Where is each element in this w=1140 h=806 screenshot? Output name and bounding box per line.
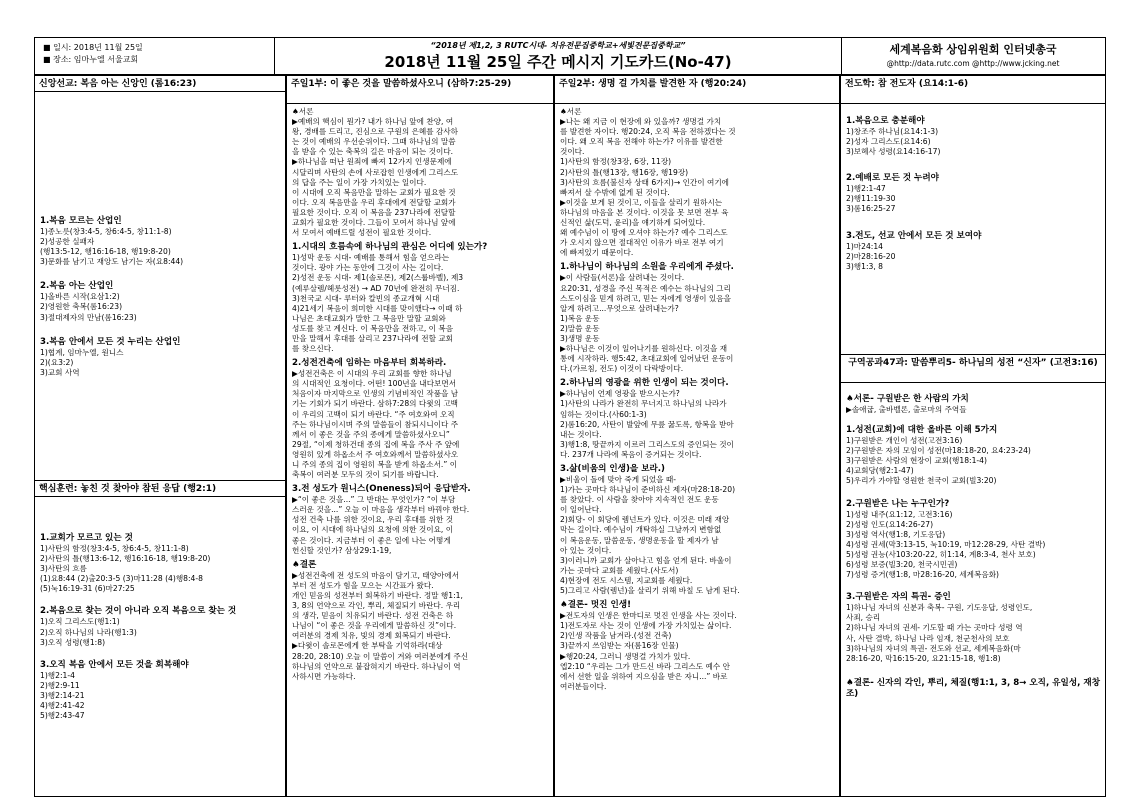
- text-line: ▶성전건축은 이 시대의 우리 교회를 향한 하나님: [292, 369, 452, 379]
- section-line: 3)문화를 남기고 재앙도 남기는 자(요8:44): [40, 257, 184, 267]
- text-line: 만을 말해서 후대를 살리고 237나라에 전할 교회: [292, 333, 454, 343]
- text-line: 처음이자 마지막으로 인생의 기념비적인 작품을 남: [292, 389, 459, 399]
- text-line: 3)천국교 시대- 루터와 칼빈의 종교개혁 시대: [292, 293, 440, 303]
- text-line: 개인 믿음의 성전부터 회복하기 바란다. 정말 행1:1,: [292, 590, 463, 600]
- text-line: 서 모여서 예배드릴 성전이 필요한 것이다.: [292, 228, 432, 238]
- text-line: 1)사탄의 함정(창3장, 6장, 11장): [560, 157, 672, 167]
- section-line: 2)구원받은 자의 모임이 성전(마18:18-20, 요4:23-24): [846, 446, 1031, 456]
- section-line: 3)성령 역사(행1:8, 기도응답): [846, 529, 946, 539]
- text-line: 이요, 이 시대에 하나님의 요청에 의한 것이요, 이: [292, 525, 454, 535]
- section-line: 1)행2:1-47: [846, 184, 886, 194]
- section-title: 1.시대의 흐름속에 하나님의 관심은 어디에 있는가?: [292, 242, 488, 253]
- section-line: 1)구원받은 개인이 성전(고전3:16): [846, 436, 963, 446]
- section-line: 2)행11:19-30: [846, 194, 896, 204]
- section-line: 6)성령 보증(빌3:20, 천국시민권): [846, 560, 958, 570]
- text-line: 5)그리고 사람(렘넌)을 살리기 위해 바칠 도 남게 된다.: [560, 586, 740, 596]
- col1-heading: 신앙선교: 복음 아는 신앙인 (롬16:23): [35, 76, 285, 92]
- text-line: 스도이심을 믿게 하려고, 믿는 자에게 영생이 있음을: [560, 293, 731, 303]
- section-line: 3)하나님의 자녀의 특권- 전도와 선교, 세계복음화(마: [846, 643, 1021, 653]
- section-line: (5)눅16:19-31 (6)마27:25: [40, 584, 135, 594]
- text-line: 가는 곳마다 교회를 세웠다.(사도서): [560, 565, 679, 575]
- text-line: 3)생명 운동: [560, 333, 600, 343]
- col4-items: [846, 425, 1100, 664]
- header-place: ■ 장소: 임마누엘 서울교회: [43, 55, 139, 64]
- section-line: 1)협계, 임마누엘, 원니스: [40, 347, 124, 357]
- section-line: 3)행2:14-21: [40, 690, 85, 700]
- header-info: [35, 38, 275, 74]
- header-date: ■ 일시: 2018년 11월 25일: [43, 43, 143, 52]
- text-line: 주는 하나님이시며 주의 말씀들이 참되시니이다 주: [292, 419, 459, 429]
- header-title-block: [275, 38, 842, 74]
- text-line: ♠서론: [292, 107, 314, 116]
- text-line: 여러분의 경제 치유, 빛의 경제 회복되기 바란다.: [292, 631, 451, 641]
- section-title: ♠결론- 멋진 인생!: [560, 600, 631, 611]
- text-line: ▶하나님이 언제 영광을 받으시는가?: [560, 389, 680, 399]
- text-line: 1)가는 곳마다 하나님이 준비하신 제자(마28:18-20): [560, 485, 736, 495]
- col4-heading: 전도학: 참 전도자 (요14:1-6): [841, 76, 1105, 104]
- text-line: ▶하나님을 떠난 원죄에 빠져 12가지 인생문제에: [292, 157, 452, 167]
- text-line: 2)말씀 운동: [560, 323, 600, 333]
- text-line: 의 시대적인 요청이다. 어떤! 100년을 내다보면서: [292, 379, 457, 389]
- section-title: 3.구원받은 자의 특권- 증인: [846, 592, 951, 603]
- text-line: ▶전도자의 인생은 한마디로 멋진 인생을 사는 것이다.: [560, 611, 737, 621]
- text-line: 요20:31, 성경을 주신 목적은 예수는 하나님의 그리: [560, 283, 731, 293]
- section-line: 2)오직 하나님의 나라(행1:3): [40, 627, 137, 637]
- text-line: 왜 예수님이 이 땅에 오셔야 하는가? 예수 그리스도: [560, 228, 728, 238]
- text-line: 막는 길이다. 예수님이 개탁하실 그날까지 변함없: [560, 525, 722, 535]
- text-line: 을 받을 수 있는 축복의 길은 마음이 되는 것이다.: [292, 147, 454, 157]
- section-line: 5)성령 권능(사103:20-22, 히1:14, 계8:3-4, 천사 보호): [846, 549, 1036, 559]
- text-line: ▶나는 왜 지금 이 현장에 와 있을까? 생명걸 가치: [560, 117, 722, 127]
- text-line: 께서 이 좋은 것을 주의 종에게 말씀하셨사오니”: [292, 429, 450, 439]
- intro-line: ▶솔애굽, 출바벨론, 출로마의 주역들: [846, 405, 967, 414]
- column-2: [286, 75, 554, 797]
- section-title: 3.삶(비움의 인생)을 보라.): [560, 464, 665, 474]
- text-line: 1)복음 운동: [560, 313, 600, 323]
- text-line: 나님은 초대교회가 말한 그 복음만 말할 교회와: [292, 313, 446, 323]
- text-line: 3)사탄의 흐름(불신자 상태 6가지)→ 인간이 여기에: [560, 177, 730, 187]
- column-3: [554, 75, 840, 797]
- section-line: 1)오직 그리스도(행1:1): [40, 617, 120, 627]
- section-title: 3.복음 안에서 모든 것 누리는 산업인: [40, 336, 181, 347]
- section-line: 7)성령 증거(행1:8, 마28:16-20, 세계복음화): [846, 570, 999, 580]
- text-line: 다.(가르침, 전도) 이것이 다락방이다.: [560, 364, 684, 374]
- text-line: 하나님의 언약으로 붙잡혀지기 바란다. 하나님이 역: [292, 661, 461, 671]
- text-line: 시달리며 사탄의 손에 사로잡힌 인생에게 그리스도: [292, 167, 459, 177]
- header-org-block: [841, 38, 1105, 74]
- column-1: [34, 75, 286, 797]
- text-line: 필요한 것이다. 오직 이 복음을 237나라에 전달할: [292, 207, 456, 217]
- section-line: 1)하나님 자녀의 신분과 축복- 구원, 기도응답, 성령인도,: [846, 603, 1033, 613]
- section-title: 2.하나님의 영광을 위한 인생이 되는 것이다.: [560, 378, 729, 389]
- section-title: 2.성전건축에 임하는 마음부터 회복하라.: [292, 358, 447, 369]
- section-line: 1)종노릇(창3:4-5, 창6:4-5, 창11:1-8): [40, 227, 172, 236]
- section-line: 3)보혜사 성령(요14:16-17): [846, 147, 941, 157]
- header-subtitle: “2018년 제1,2, 3 RUTC시대- 치유전문집중학교+세빛전문집중학교”: [430, 41, 686, 50]
- text-line: ▶행20:24, 그러니 생명걸 가치가 있다.: [560, 651, 691, 661]
- section-title: 1.복음 모르는 산업인: [40, 216, 122, 226]
- text-line: 3, 8의 언약으로 각인, 뿌리, 체질되기 바란다. 우리: [292, 601, 461, 611]
- text-line: 스러운 것을...” 오늘 이 마음을 생각부터 바꿔야 한다.: [292, 505, 470, 515]
- text-line: 2)사탄의 틀(행13장, 행16장, 행19장): [560, 167, 689, 177]
- text-line: 엡2:10 “우리는 그가 만드신 바라 그리스도 예수 안: [560, 661, 730, 671]
- text-line: 3)끝까지 쓰임받는 자(롬16장 인물): [560, 641, 679, 651]
- text-line: 이 일어난다.: [560, 505, 602, 515]
- text-line: 4)현장에 전도 시스템, 지교회를 세웠다.: [560, 575, 693, 585]
- text-line: 이다. 오직 복음만을 우리 후대에게 전달할 교회가: [292, 197, 456, 207]
- section-title: 2.복음으로 찾는 것이 아니라 오직 복음으로 찾는 것: [40, 606, 237, 617]
- text-line: 이 시대에 오직 복음만을 말하는 교회가 필요한 것: [292, 187, 456, 197]
- section-line: 3)행1:3, 8: [846, 261, 884, 271]
- col1-sections: [35, 92, 285, 381]
- text-line: 3)이러니까 교회가 살아나고 힘을 얻게 된다. 바울이: [560, 555, 732, 565]
- section-line: 1)행2:1-4: [40, 670, 75, 680]
- text-line: 하나님의 마음을 본 것이다. 이것을 못 보면 전부 육: [560, 207, 729, 217]
- text-line: 3)행1:8, 땅끝까지 이르러 그리스도의 증인되는 것이: [560, 439, 734, 449]
- section-title: 1.하나님이 하나님의 소원을 우리에게 주셨다.: [560, 262, 734, 273]
- text-line: 나님이 “이 좋은 것을 우리에게 말씀하신 것”이다.: [292, 621, 457, 631]
- prayer-card-page: [34, 37, 1106, 797]
- text-line: 왕, 경배를 드리고, 진심으로 구원의 은혜를 감사하: [292, 127, 459, 137]
- section-line: 4)행2:41-42: [40, 701, 85, 711]
- section-line: 1)마24:14: [846, 241, 884, 251]
- section-line: 3)교회 사역: [40, 367, 80, 377]
- text-line: 빠져서 살 수밖에 없게 된 것이다.: [560, 187, 670, 197]
- text-line: 것이다. 광야 가는 동안에 그것이 사는 길이다.: [292, 263, 444, 273]
- section-line: 3)사탄의 흐름: [40, 564, 87, 574]
- text-line: 성전 건축 나를 위한 것이요, 우리 후대를 위한 것: [292, 515, 454, 525]
- text-line: 28:20, 28:10) 오늘 이 말씀이 겨와 여러분에게 주신: [292, 651, 469, 661]
- section-line: 3)구원받은 사람의 현장이 교회(행18:1-4): [846, 456, 987, 466]
- section-title: 3.전도, 선교 안에서 모든 것 보여야: [846, 230, 982, 241]
- section-title: 1.성전(교회)에 대한 올바른 이해 5가지: [846, 425, 998, 436]
- text-line: 기는 기회가 되기 바란다. 삼하7:28의 다윗의 고백: [292, 399, 458, 409]
- section-line: 1)올바른 시작(요삼1:2): [40, 292, 120, 302]
- col3-heading: 주일2부: 생명 걸 가치를 발견한 자 (행20:24): [555, 76, 839, 104]
- text-line: 가 오시지 않으면 절대적인 이유가 바로 전부 여기: [560, 238, 724, 248]
- text-line: 29절, “이제 청하건대 종의 집에 복을 주사 주 앞에: [292, 439, 460, 449]
- section-title: 1.복음으로 충분해야: [846, 116, 925, 126]
- section-line: 2)성공한 실패자: [40, 237, 95, 247]
- col1-heading-2: 핵심훈련: 놓친 것 찾아야 참된 응답 (행2:1): [35, 481, 285, 497]
- text-line: 여러분들이다.: [560, 681, 607, 691]
- section-title: 2.예배로 모든 것 누려야: [846, 173, 939, 184]
- section-line: 1)성령 내주(요1:12, 고전3:16): [846, 509, 953, 519]
- header-urls: @http://data.rutc.com @http://www.jcking.net: [886, 59, 1060, 68]
- text-line: 이다. 왜 오직 복음 전해야 하는가? 이유를 발견한: [560, 137, 723, 147]
- card-header: [34, 37, 1106, 75]
- section-title: 3.오직 복음 안에서 모든 것을 회복해야: [40, 659, 189, 670]
- section-line: 4)교회당(행2:1-47): [846, 466, 914, 476]
- col3-body: [555, 104, 839, 695]
- text-line: 알게 하려고...무엇으로 살려내는가?: [560, 303, 679, 313]
- text-line: 축복이 여러분 모두의 것이 되기를 바랍니다.: [292, 470, 439, 480]
- section-line: 2)사탄의 틀(행13:6-12, 행16:16-18, 행19:8-20): [40, 554, 211, 564]
- section-line: 2)마28:16-20: [846, 251, 896, 261]
- text-line: 2)롬16:20, 사탄이 발앞에 무릎 꿇도록, 항복을 받아: [560, 419, 734, 429]
- text-line: 의 답을 주는 일이 가장 가치있는 일이다.: [292, 177, 427, 187]
- text-line: 통에 시작하라. 행5:42, 초대교회에 일어났던 운동이: [560, 354, 734, 364]
- text-line: 좋은 것이다. 지금부터 이 좋은 일에 나는 어떻게: [292, 535, 451, 545]
- text-line: 를 발견한 자이다. 행20:24, 오직 복음 전하겠다는 것: [560, 127, 736, 137]
- col1-sections-2: [35, 497, 285, 724]
- text-line: 2)성전 운동 시대- 제1(솔로몬), 제2(스룹바벨), 제3: [292, 273, 464, 283]
- col4-heading-2: 구역공과47과: 말씀뿌리5- 하나님의 성전 “신자” (고전3:16): [841, 355, 1105, 383]
- text-line: 신적인 삶(도덕, 윤리)을 얘기하게 되어있다.: [560, 218, 706, 228]
- text-line: 는 것이 예배의 우선순위이다. 그때 하나님의 말씀: [292, 137, 456, 147]
- col1-lower-box: [35, 480, 285, 724]
- section-line: 2)성령 인도(요14:26-27): [846, 519, 934, 529]
- section-line: 2)영원한 축복(롬16:23): [40, 302, 123, 312]
- text-line: ▶“이 좋은 것을...” 그 반대는 무엇인가? “이 부담: [292, 495, 456, 505]
- text-line: 2)인생 작품을 남겨라.(성전 건축): [560, 631, 672, 641]
- col2-heading: 주일1부: 이 좋은 것을 말씀하셨사오니 (삼하7:25-29): [287, 76, 553, 104]
- text-line: ▶하나님은 이것이 일어나기를 원하신다. 이것을 재: [560, 344, 728, 354]
- col4-lower-box: [841, 354, 1105, 703]
- section-line: (1)요8:44 (2)출20:3-5 (3)마11:28 (4)행8:4-8: [40, 574, 203, 584]
- text-line: 다. 237개 나라에 복음이 증거되는 것이다.: [560, 449, 702, 459]
- section-title: 2.복음 아는 산업인: [40, 281, 114, 292]
- text-line: 사하시면 가능하다.: [292, 671, 356, 681]
- text-line: 2)회당- 이 회당에 렘넌트가 있다. 이것은 미래 재앙: [560, 515, 730, 525]
- text-line: 1)전도자로 사는 것이 인생에 가장 가치있는 삶이다.: [560, 621, 732, 631]
- column-4: [840, 75, 1106, 797]
- text-line: 를 찾았다. 이 사람을 찾아야 지속적인 전도 운동: [560, 495, 719, 505]
- header-org: 세계복음화 상임위원회 인터넷총국: [889, 43, 1057, 56]
- section-line: 4)성령 권세(막3:13-15, 눅10:19, 마12:28-29, 사탄 결박): [846, 539, 1046, 549]
- section-line: 3)오직 성령(행1:8): [40, 637, 106, 647]
- text-line: ▶비울이 돌에 맞아 죽게 되었을 때-: [560, 475, 677, 484]
- text-line: ▶예배의 핵심이 뭔가? 내가 하나님 앞에 찬양, 여: [292, 117, 454, 127]
- text-line: 임하는 것이다.(사60:1-3): [560, 409, 647, 419]
- intro-title: ♠서론- 구원받은 한 사람의 가치: [846, 394, 969, 404]
- text-line: 교회가 필요한 것이다. 그들이 모여서 하나님 앞에: [292, 218, 456, 228]
- text-line: 내는 것이다.: [560, 429, 602, 439]
- col2-body: [287, 104, 553, 685]
- text-line: 의 생각, 믿음이 치유되기 바란다. 성전 건축은 하: [292, 611, 454, 621]
- text-line: 영원히 있게 하옵소서 주 여호와께서 말씀하셨사오: [292, 449, 459, 459]
- text-line: 이 복음운동, 말씀운동, 생명운동을 할 제자가 남: [560, 535, 719, 545]
- section-line: 3)롬16:25-27: [846, 204, 896, 214]
- text-line: ♠서론: [560, 107, 582, 116]
- page-title: 2018년 11월 25일 주간 메시지 기도카드(No-47): [384, 53, 732, 71]
- text-line: 아 있는 것이다.: [560, 545, 612, 555]
- section-title: 3.전 성도가 원니스(Oneness)되어 응답받자.: [292, 484, 471, 495]
- section-line: 28:16-20, 막16:15-20, 요21:15-18, 행1:8): [846, 653, 1001, 663]
- text-line: 1)성막 운동 시대- 예배를 통해서 힘을 얻으라는: [292, 253, 450, 263]
- section-line: 2)행2:9-11: [40, 680, 80, 690]
- col4-sections: [841, 104, 1105, 275]
- conclusion: ♠결론- 신자의 각인, 뿌리, 체질(행1:1, 3, 8→ 오직, 유일성, 재창조): [846, 677, 1100, 699]
- section-line: (행13:5-12, 행16:16-18, 행19:8-20): [40, 247, 171, 257]
- section-line: 1)창조주 하나님(요14:1-3): [846, 127, 939, 136]
- section-line: 5)우리가 가야할 영원한 천국이 교회(빌3:20): [846, 476, 997, 486]
- section-line: 사죄, 승리: [846, 613, 881, 623]
- text-line: 에서 선한 일을 위하여 지으심을 받은 자니...” 바로: [560, 671, 728, 681]
- section-title: 2.구원받은 나는 누구인가?: [846, 498, 950, 509]
- section-line: 사, 사탄 결박, 하나님 나라 임재, 천군천사의 보호: [846, 633, 1010, 643]
- text-line: 니 주의 종의 집이 영원히 복을 받게 하옵소서.” 이: [292, 460, 458, 469]
- text-line: ▶이것을 보게 된 것이고, 이들을 살리기 원하시는: [560, 197, 723, 207]
- section-line: 3)절대제자의 만남(롬16:23): [40, 312, 137, 322]
- col4-sections-2: [841, 383, 1105, 703]
- text-line: 것이다.: [560, 147, 585, 157]
- text-line: ▶다윗이 솔로몬에게 한 부탁을 기억하라(대상: [292, 641, 443, 651]
- section-title: ♠결론: [292, 559, 317, 570]
- section-line: 2)하나님 자녀의 권세- 기도할 때 가는 곳마다 성령 역: [846, 623, 1023, 633]
- section-line: 2)(요3:2): [40, 357, 74, 367]
- text-line: 이 우리의 고백이 되기 바란다. “주 여호와여 오직: [292, 409, 455, 419]
- text-line: ▶이 사람들(서론)을 살려내는 것이다.: [560, 273, 685, 283]
- text-line: 1)사탄의 나라가 완전히 무너지고 하나님의 나라가: [560, 399, 727, 409]
- text-line: 성도를 찾고 계신다. 이 복음만을 전하고, 이 복음: [292, 323, 454, 333]
- section-line: 2)성자 그리스도(요14:6): [846, 137, 931, 147]
- section-title: 1.교회가 모르고 있는 것: [40, 533, 133, 543]
- section-line: 5)행2:43-47: [40, 711, 85, 721]
- text-line: 를 찾으신다.: [292, 344, 334, 354]
- text-line: ▶성전건축에 전 성도의 마음이 담기고, 태양아에서: [292, 570, 460, 580]
- text-line: 헌신할 것인가? 삼상29:1-19,: [292, 545, 392, 555]
- text-line: 부터 전 성도가 힘을 모으는 시간표가 왔다.: [292, 580, 434, 590]
- text-line: 에 빠져있기 때문이다.: [560, 248, 634, 258]
- section-line: 1)사탄의 함정(창3:4-5, 창6:4-5, 창11:1-8): [40, 544, 189, 553]
- text-line: (예루살렘/헤롯성전) → AD 70년에 완전히 무너짐.: [292, 283, 460, 293]
- text-line: 4)21세기 복음이 희미한 시대를 맞이했다→ 이때 하: [292, 303, 463, 313]
